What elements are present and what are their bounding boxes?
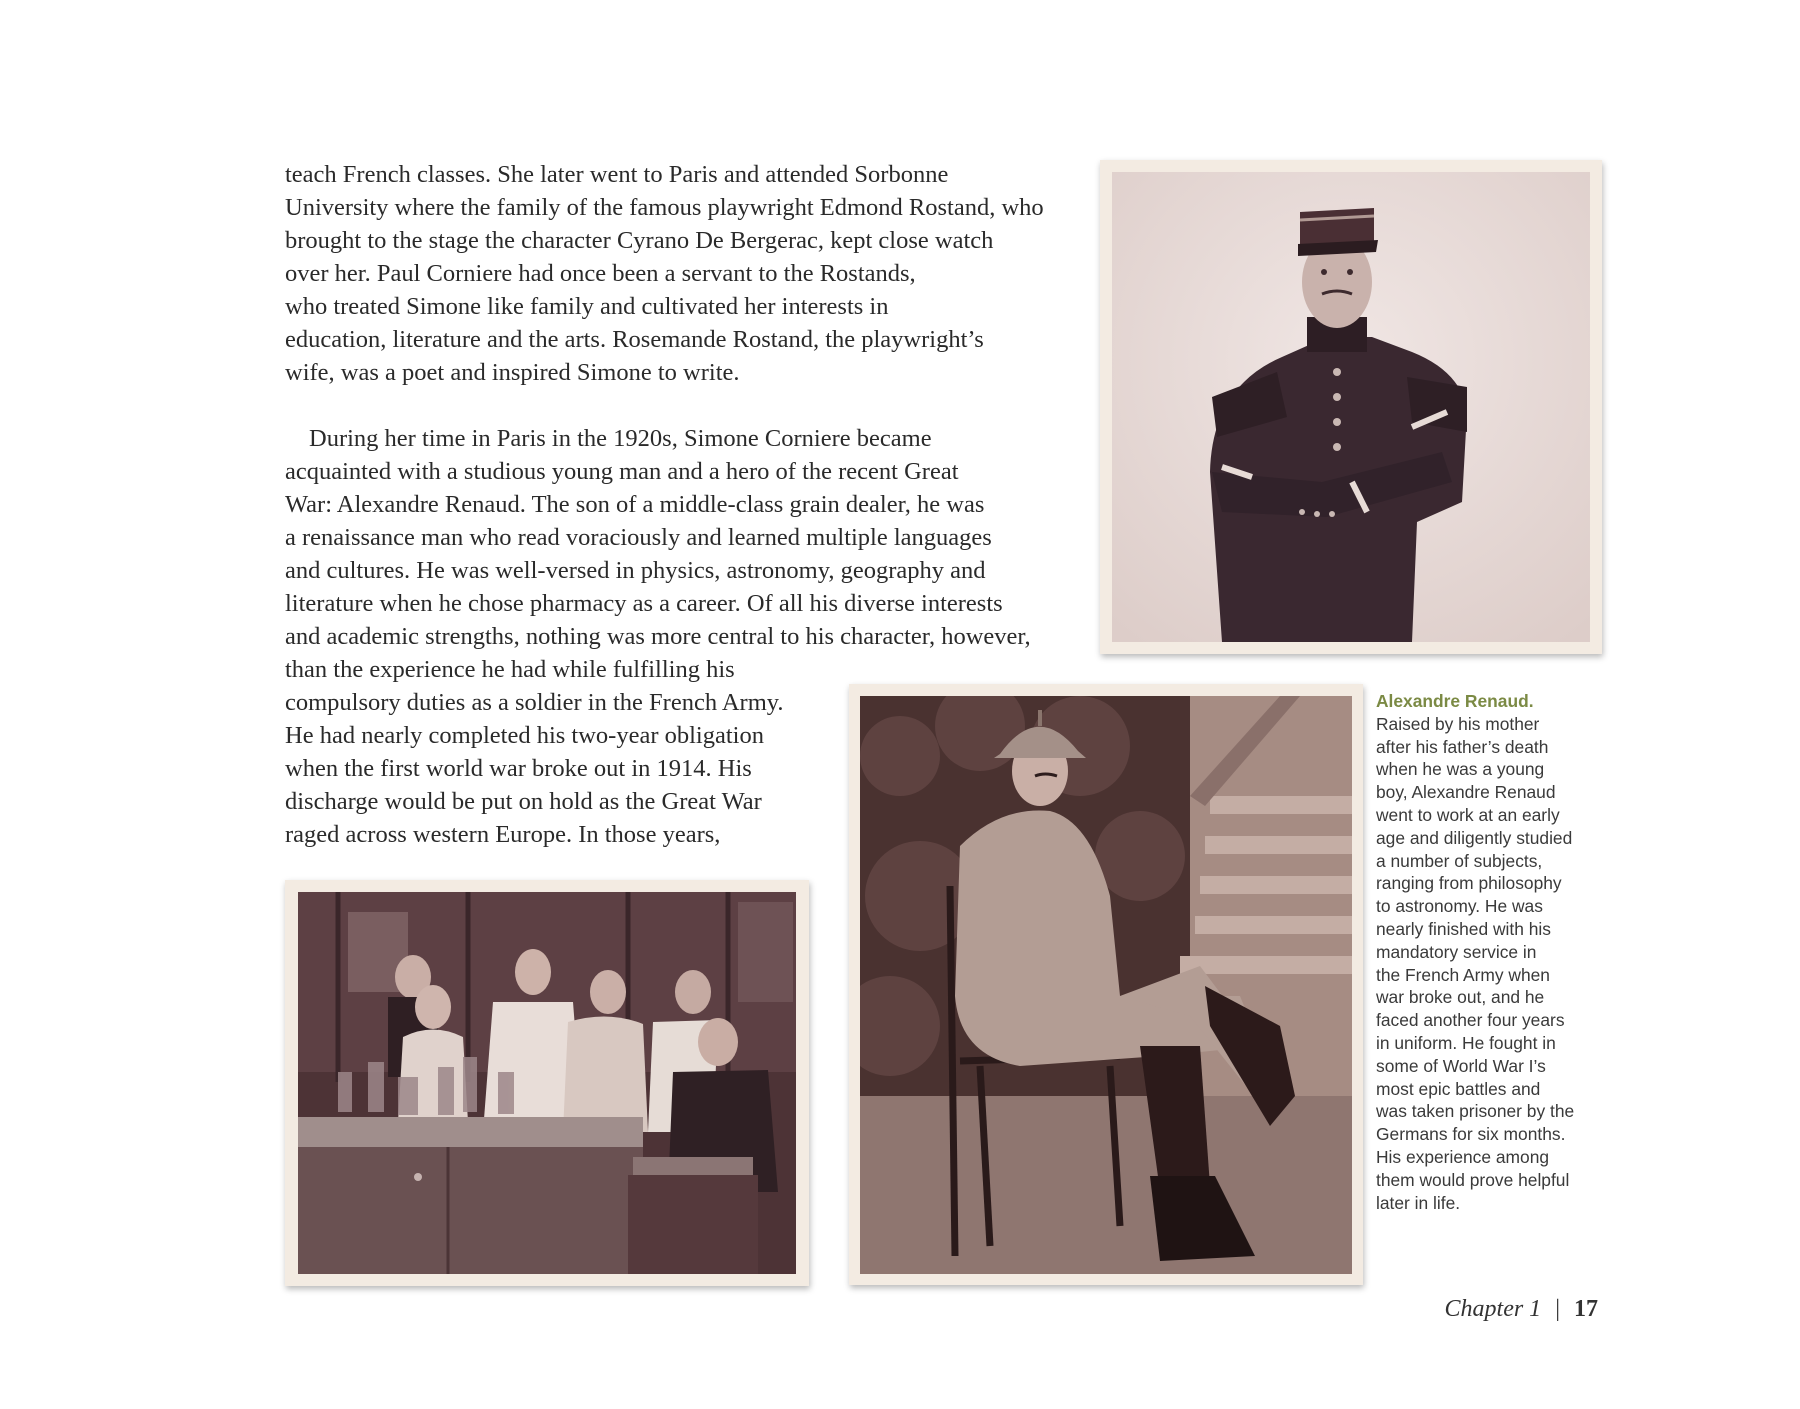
caption-line: them would prove helpful <box>1376 1169 1570 1190</box>
caption-line: nearly finished with his <box>1376 918 1551 939</box>
caption-line: faced another four years <box>1376 1010 1565 1031</box>
chapter-label: Chapter 1 <box>1444 1296 1542 1322</box>
soldier-portrait-photo-frame <box>1100 160 1602 654</box>
text-line: over her. Paul Corniere had once been a servant to the Rostands, <box>285 260 916 287</box>
caption-line: ranging from philosophy <box>1376 873 1562 894</box>
seated-soldier-photo <box>860 696 1352 1274</box>
text-line: During her time in Paris in the 1920s, Simone Corniere became <box>309 425 932 452</box>
caption-line: war broke out, and he <box>1376 987 1545 1008</box>
caption-line: went to work at an early <box>1376 804 1560 825</box>
text-line: brought to the stage the character Cyrano De Bergerac, kept close watch <box>285 227 994 254</box>
text-line: acquainted with a studious young man and a hero of the recent Great <box>285 458 959 485</box>
text-line: than the experience he had while fulfilling his <box>285 656 735 683</box>
pharmacy-group-photo <box>298 892 796 1274</box>
caption-line: the French Army when <box>1376 964 1550 985</box>
text-line: raged across western Europe. In those years, <box>285 821 721 848</box>
caption-line: was taken prisoner by the <box>1376 1101 1575 1122</box>
footer-separator: | <box>1555 1296 1560 1322</box>
text-line: a renaissance man who read voraciously and learned multiple languages <box>285 524 992 551</box>
text-line: who treated Simone like family and cultivated her interests in <box>285 293 889 320</box>
caption-line: His experience among <box>1376 1146 1550 1167</box>
text-line: compulsory duties as a soldier in the French Army. <box>285 689 784 716</box>
caption-line: age and diligently studied <box>1376 827 1573 848</box>
paragraph-1 <box>285 158 1075 389</box>
page-number: 17 <box>1574 1296 1598 1322</box>
seated-soldier-photo-frame <box>849 684 1363 1285</box>
caption-line: when he was a young <box>1376 759 1545 780</box>
caption-title: Alexandre Renaud. <box>1376 691 1534 711</box>
text-line: when the first world war broke out in 1914. His <box>285 755 752 782</box>
text-line: and cultures. He was well-versed in physics, astronomy, geography and <box>285 557 986 584</box>
caption-line: to astronomy. He was <box>1376 896 1543 917</box>
text-line: education, literature and the arts. Rosemande Rostand, the playwright’s <box>285 326 984 353</box>
soldier-portrait-photo <box>1112 172 1590 642</box>
caption-line: Germans for six months. <box>1376 1124 1566 1145</box>
text-line: discharge would be put on hold as the Great War <box>285 788 762 815</box>
text-line: University where the family of the famous playwright Edmond Rostand, who <box>285 194 1044 221</box>
text-line: War: Alexandre Renaud. The son of a middle-class grain dealer, he was <box>285 491 985 518</box>
text-line: literature when he chose pharmacy as a career. Of all his diverse interests <box>285 590 1003 617</box>
caption-line: later in life. <box>1376 1192 1461 1213</box>
caption-line: some of World War I’s <box>1376 1055 1546 1076</box>
text-line: and academic strengths, nothing was more central to his character, however, <box>285 623 1031 650</box>
photo-caption <box>1376 690 1606 1214</box>
caption-line: in uniform. He fought in <box>1376 1032 1556 1053</box>
pharmacy-group-photo-frame <box>285 880 809 1286</box>
text-line: wife, was a poet and inspired Simone to write. <box>285 359 740 386</box>
caption-line: after his father’s death <box>1376 736 1549 757</box>
caption-line: mandatory service in <box>1376 941 1537 962</box>
text-line: teach French classes. She later went to Paris and attended Sorbonne <box>285 161 949 188</box>
caption-line: a number of subjects, <box>1376 850 1543 871</box>
text-line: He had nearly completed his two-year obligation <box>285 722 764 749</box>
page-footer <box>1445 1296 1598 1323</box>
caption-line: Raised by his mother <box>1376 713 1540 734</box>
caption-line: most epic battles and <box>1376 1078 1541 1099</box>
caption-line: boy, Alexandre Renaud <box>1376 782 1556 803</box>
